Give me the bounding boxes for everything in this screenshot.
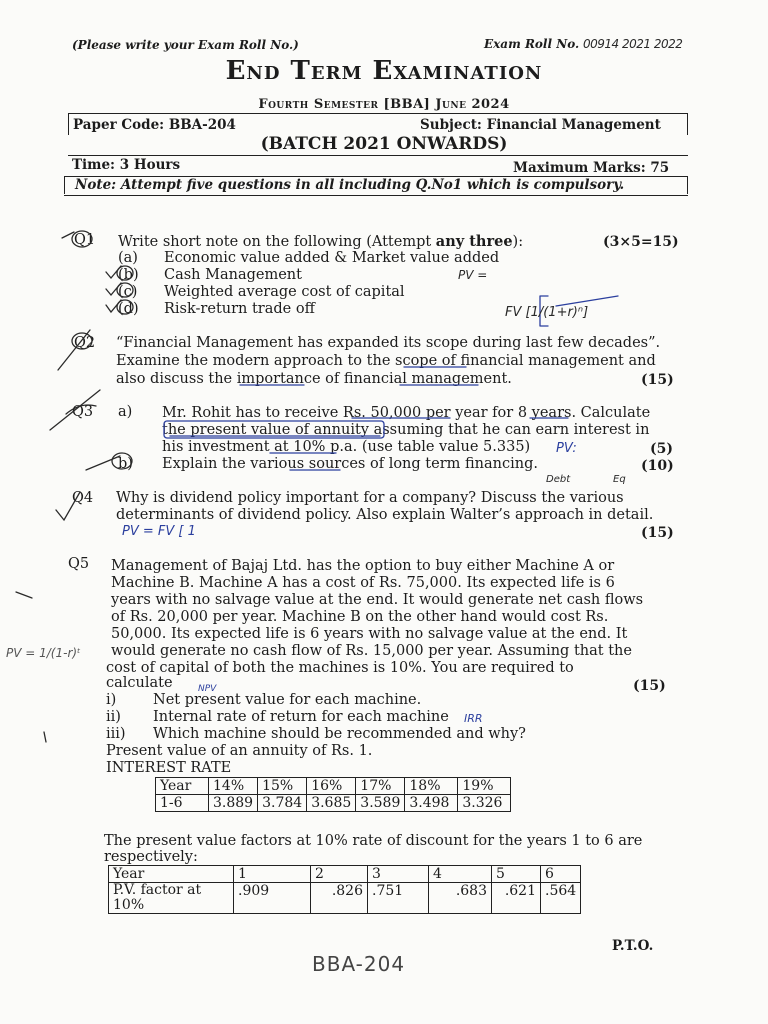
annuity-table-row: 1-6 3.889 3.784 3.685 3.589 3.498 3.326 [156, 795, 511, 812]
q3b-label: b) [118, 456, 133, 472]
q5-sub-i-label: i) [106, 692, 117, 708]
hw-npv: NPV [198, 684, 217, 694]
annuity-caption: Present value of an annuity of Rs. 1. [106, 743, 373, 759]
hw-fv-formula: FV [1/(1+r)ⁿ] [505, 305, 589, 320]
q3a-line-2: the present value of annuity assuming that he can earn interest in [162, 422, 650, 438]
q3a-label: a) [118, 404, 133, 420]
q1-number: Q1 [74, 232, 96, 248]
q5-sub-iii: Which machine should be recommended and why? [153, 726, 526, 742]
hw-margin-formula: PV = 1/(1-r)ᵗ [6, 646, 81, 660]
hw-pv-eq-1: PV = [458, 268, 488, 282]
annuity-table-header: Year 14% 15% 16% 17% 18% 19% [156, 778, 511, 795]
q5-sub-iii-label: iii) [106, 726, 126, 742]
roll-label: Exam Roll No. [484, 37, 580, 51]
q1-circle-mark [72, 231, 92, 247]
q1-item-a-label: (a) [118, 250, 138, 266]
q1-item-b-label: (b) [118, 267, 139, 283]
batch: (BATCH 2021 ONWARDS) [260, 134, 508, 154]
pv-caption-1: The present value factors at 10% rate of discount for the years 1 to 6 are [104, 833, 643, 849]
q4-marks: (15) [641, 525, 674, 541]
q2-line-2: Examine the modern approach to the scope of financial management and [116, 353, 656, 369]
margin-dash [44, 732, 46, 742]
max-marks: Maximum Marks: 75 [513, 160, 670, 176]
pv-table-header: Year 1 2 3 4 5 6 [109, 866, 581, 883]
q5-line-5: 50,000. Its expected life is 6 years with no salvage value at the end. It [111, 626, 628, 642]
hw-debt: Debt [546, 474, 571, 485]
q5-line-7: cost of capital of both the machines is 10%. You are required to [106, 660, 574, 676]
q3-slash [50, 390, 100, 430]
q1-item-d-label: (d) [118, 301, 139, 317]
item-d-circle [117, 300, 133, 314]
pv-caption-2: respectively: [104, 849, 198, 865]
hw-pv-fv: PV = FV [ 1 [122, 524, 196, 539]
item-b-circle [117, 266, 133, 280]
q4-line-2: determinants of dividend policy. Also explain Walter’s approach in detail. [116, 507, 654, 523]
hw-pv-eq-2: PV: [556, 441, 577, 456]
time: Time: 3 Hours [72, 157, 181, 173]
q5-sub-i: Net present value for each machine. [153, 692, 422, 708]
q3a-line-1: Mr. Rohit has to receive Rs. 50,000 per year for 8 years. Calculate [162, 405, 651, 421]
q1-stem: Write short note on the following (Attempt any three): [118, 233, 524, 250]
q3b-circle [112, 453, 132, 469]
q5-sub-ii-label: ii) [106, 709, 121, 725]
semester-line: Fourth Semester [BBA] June 2024 [258, 97, 510, 112]
q3-curl [66, 405, 96, 414]
q3a-marks: (5) [650, 441, 673, 457]
roll-value: 00914 2021 2022 [583, 37, 683, 51]
q1-item-b: Cash Management [164, 267, 302, 283]
q1-item-c: Weighted average cost of capital [164, 284, 405, 300]
q1-item-c-label: (c) [118, 284, 138, 300]
q4-number: Q4 [72, 490, 94, 506]
q4-tick [56, 492, 80, 520]
roll-prompt: (Please write your Exam Roll No.) [72, 38, 299, 52]
q5-sub-ii: Internal rate of return for each machine [153, 709, 449, 725]
note: Note: Attempt five questions in all including Q.No1 which is compulsory. [75, 177, 625, 193]
q2-number: Q2 [74, 335, 96, 351]
q2-line-3: also discuss the importance of financial management. [116, 371, 512, 387]
paper-code: Paper Code: BBA-204 [73, 117, 236, 133]
hw-irr: IRR [464, 712, 483, 725]
hw-bottom-scribble: BBA-204 [312, 952, 406, 976]
q5-line-6: would generate no cash flow of Rs. 15,000 per year. Assuming that the [111, 643, 632, 659]
q1-item-a: Economic value added & Market value added [164, 250, 500, 266]
q5-line-3: years with no salvage value at the end. It would generate net cash flows [111, 592, 644, 608]
q3-number: Q3 [72, 404, 94, 420]
q5-line-1: Management of Bajaj Ltd. has the option to buy either Machine A or [111, 558, 615, 574]
subject: Subject: Financial Management [420, 117, 661, 133]
q3b-text: Explain the various sources of long term financing. [162, 456, 538, 472]
margin-scribble [16, 592, 32, 598]
q5-line-4: of Rs. 20,000 per year. Machine B on the other hand would cost Rs. [111, 609, 609, 625]
q3b-marks: (10) [641, 458, 674, 474]
q5-line-2: Machine B. Machine A has a cost of Rs. 75,000. Its expected life is 6 [111, 575, 615, 591]
interest-caption: INTEREST RATE [106, 760, 232, 776]
q4-line-1: Why is dividend policy important for a company? Discuss the various [116, 490, 624, 506]
q3b-stroke [86, 456, 120, 470]
pto: P.T.O. [612, 938, 654, 954]
pv-table-row: P.V. factor at 10% .909 .826 .751 .683 .621 .564 [109, 883, 581, 914]
q5-marks: (15) [633, 678, 666, 694]
q2-marks: (15) [641, 372, 674, 388]
hw-eq: Eq [613, 474, 626, 485]
exam-title: End Term Examination [225, 56, 543, 86]
q1-item-d: Risk-return trade off [164, 301, 315, 317]
q2-line-1: “Financial Management has expanded its scope during last few decades”. [116, 335, 661, 351]
q5-number: Q5 [68, 556, 90, 572]
q5-line-8: calculate [106, 675, 173, 691]
q1-marks: (3×5=15) [603, 234, 679, 250]
q3a-line-3: his investment at 10% p.a. (use table value 5.335) [162, 439, 531, 455]
item-c-circle [117, 283, 133, 297]
